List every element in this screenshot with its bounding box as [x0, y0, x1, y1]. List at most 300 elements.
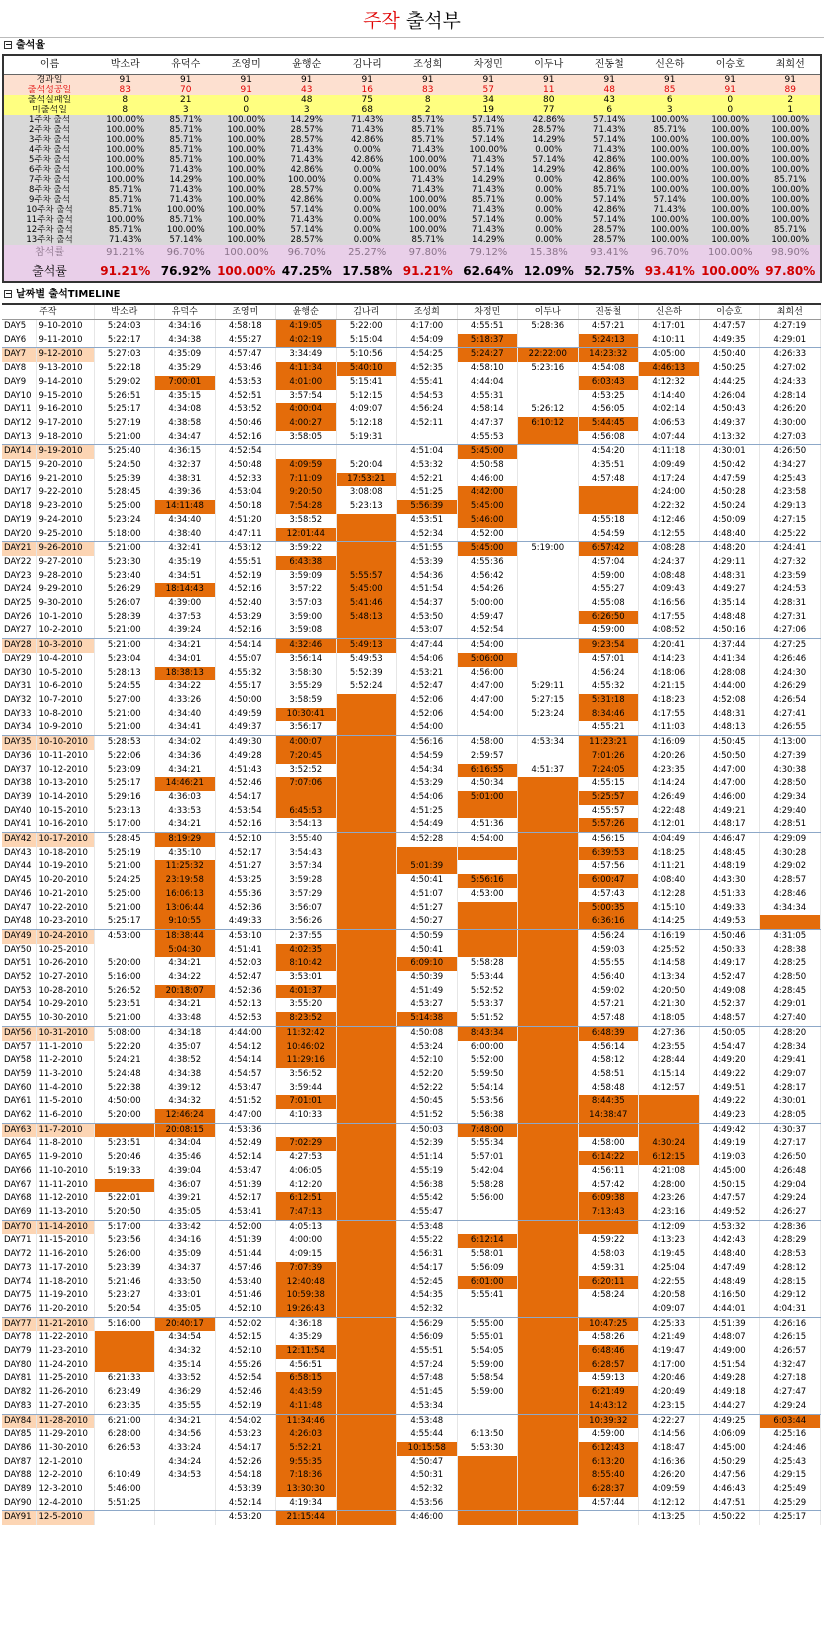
time-cell: 4:55:07 [215, 653, 276, 667]
time-cell: 4:22:32 [639, 500, 700, 514]
day-label: DAY16 [2, 473, 36, 487]
time-cell: 12:01:44 [276, 528, 337, 542]
time-cell: 5:22:06 [94, 750, 155, 764]
time-cell: 4:13:23 [639, 1234, 700, 1248]
time-cell: 4:46:47 [699, 833, 760, 847]
summary-cell: 91 [216, 75, 277, 86]
week-label: 7주차 출석 [3, 175, 95, 185]
timeline-row [2, 1165, 820, 1179]
week-cell: 100.00% [216, 135, 277, 145]
title-suffix: 출석부 [399, 10, 461, 32]
week-row [3, 115, 821, 125]
time-cell: 5:52:39 [336, 667, 397, 681]
time-cell: 4:48:57 [699, 1012, 760, 1026]
time-cell [518, 1359, 579, 1373]
time-cell: 4:27:17 [760, 1137, 821, 1151]
summary-cell: 83 [95, 85, 156, 95]
time-cell [518, 833, 579, 847]
time-cell [155, 1483, 216, 1497]
timeline-row [2, 1041, 820, 1055]
time-cell: 4:52:46 [215, 777, 276, 791]
time-cell: 6:43:38 [276, 556, 337, 570]
timeline-row [2, 680, 820, 694]
week-cell: 100.00% [216, 155, 277, 165]
time-cell: 4:52:06 [397, 708, 458, 722]
time-cell: 4:55:32 [578, 680, 639, 694]
time-cell: 4:35:07 [155, 1041, 216, 1055]
time-cell: 4:54:59 [397, 750, 458, 764]
time-cell: 4:56:05 [578, 403, 639, 417]
time-cell: 4:38:40 [155, 528, 216, 542]
time-cell: 4:55:08 [578, 597, 639, 611]
time-cell: 5:55:34 [457, 1137, 518, 1151]
section-attendance-label: 출석율 [16, 40, 45, 51]
time-cell: 4:49:23 [699, 1109, 760, 1123]
week-cell: 85.71% [458, 125, 519, 135]
time-cell: 4:52:03 [215, 957, 276, 971]
time-cell: 4:50:29 [699, 1456, 760, 1470]
time-cell: 4:51:04 [397, 445, 458, 459]
date-label: 9-19-2010 [36, 445, 94, 459]
timeline-row [2, 1095, 820, 1109]
week-cell: 100.00% [761, 145, 822, 155]
collapse-icon[interactable]: − [5, 289, 12, 298]
time-cell: 7:01:26 [578, 750, 639, 764]
time-cell: 4:55:15 [578, 777, 639, 791]
name-header: 이름 [3, 55, 95, 75]
time-cell: 5:23:27 [94, 1289, 155, 1303]
time-cell [336, 1359, 397, 1373]
time-cell: 4:57:01 [578, 653, 639, 667]
time-cell: 4:36:29 [155, 1386, 216, 1400]
summary-cell: 8 [95, 95, 156, 105]
time-cell: 4:28:25 [760, 957, 821, 971]
time-cell: 4:56:24 [578, 667, 639, 681]
week-cell: 100.00% [761, 195, 822, 205]
time-cell: 5:18:37 [457, 334, 518, 348]
time-cell [518, 1400, 579, 1414]
time-cell: 6:28:00 [94, 1428, 155, 1442]
time-cell: 4:51:20 [215, 514, 276, 528]
time-cell: 5:57:26 [578, 818, 639, 832]
date-label: 10-16-2010 [36, 818, 94, 832]
time-cell: 7:01:01 [276, 1095, 337, 1109]
time-cell: 4:28:57 [760, 874, 821, 888]
week-cell: 100.00% [640, 135, 701, 145]
time-cell: 6:21:33 [94, 1372, 155, 1386]
time-cell [336, 1497, 397, 1511]
day-label: DAY20 [2, 528, 36, 542]
timeline-row [2, 639, 820, 653]
time-cell: 4:59:00 [578, 1428, 639, 1442]
time-cell [336, 1428, 397, 1442]
time-cell: 4:20:58 [639, 1289, 700, 1303]
day-label: DAY65 [2, 1151, 36, 1165]
member-name: 박소라 [94, 304, 155, 320]
time-cell [518, 445, 579, 459]
time-cell: 8:44:35 [578, 1095, 639, 1109]
week-cell: 100.00% [156, 225, 217, 235]
member-name: 이두나 [519, 55, 580, 75]
date-label: 11-18-2010 [36, 1276, 94, 1290]
time-cell: 4:34:41 [155, 721, 216, 735]
time-cell: 4:20:26 [639, 750, 700, 764]
time-cell [518, 902, 579, 916]
time-cell: 4:48:40 [699, 1248, 760, 1262]
summary-label: 미출석일 [3, 105, 95, 115]
time-cell: 4:50:48 [215, 459, 276, 473]
timeline-row [2, 1082, 820, 1096]
time-cell: 4:49:35 [699, 334, 760, 348]
timeline-row [2, 833, 820, 847]
time-cell: 5:19:00 [518, 542, 579, 556]
time-cell: 4:35:29 [155, 362, 216, 376]
time-cell: 4:59:03 [578, 944, 639, 958]
time-cell: 4:04:31 [760, 1303, 821, 1317]
time-cell: 4:15:14 [639, 1068, 700, 1082]
time-cell: 4:29:02 [760, 860, 821, 874]
time-cell: 4:27:39 [760, 750, 821, 764]
summary-cell: 1 [761, 105, 822, 115]
week-cell: 100.00% [95, 175, 156, 185]
week-cell: 100.00% [761, 155, 822, 165]
time-cell [518, 915, 579, 929]
time-cell: 4:57:44 [578, 1497, 639, 1511]
time-cell [94, 1359, 155, 1373]
summary-cell: 91 [398, 75, 459, 86]
attendance-rate-cell: 62.64% [458, 261, 519, 282]
day-label: DAY61 [2, 1095, 36, 1109]
member-name: 조영미 [215, 304, 276, 320]
time-cell [94, 1179, 155, 1193]
time-cell: 5:27:15 [518, 694, 579, 708]
time-cell: 3:56:07 [276, 902, 337, 916]
week-cell: 0.00% [519, 225, 580, 235]
time-cell: 12:11:54 [276, 1345, 337, 1359]
week-cell: 0.00% [519, 205, 580, 215]
time-cell: 5:20:54 [94, 1303, 155, 1317]
time-cell [457, 1220, 518, 1234]
week-cell: 57.14% [579, 115, 640, 125]
time-cell: 4:12:01 [639, 818, 700, 832]
time-cell: 5:56:00 [457, 1192, 518, 1206]
time-cell: 4:50:41 [397, 874, 458, 888]
time-cell: 3:59:44 [276, 1082, 337, 1096]
week-cell: 100.00% [761, 165, 822, 175]
time-cell: 7:07:39 [276, 1262, 337, 1276]
week-cell: 100.00% [156, 205, 217, 215]
time-cell: 4:23:58 [760, 486, 821, 500]
time-cell: 4:51:52 [397, 1109, 458, 1123]
summary-cell: 75 [337, 95, 398, 105]
week-cell: 0.00% [337, 215, 398, 225]
time-cell [578, 486, 639, 500]
attendance-rate-cell: 93.41% [640, 261, 701, 282]
date-label: 11-14-2010 [36, 1220, 94, 1234]
time-cell: 4:22:48 [639, 805, 700, 819]
time-cell: 7:20:45 [276, 750, 337, 764]
time-cell: 5:52:24 [336, 680, 397, 694]
time-cell: 4:12:57 [639, 1082, 700, 1096]
day-label: DAY31 [2, 680, 36, 694]
time-cell [336, 1456, 397, 1470]
date-label: 11-2-2010 [36, 1054, 94, 1068]
date-label: 10-3-2010 [36, 639, 94, 653]
date-label: 9-27-2010 [36, 556, 94, 570]
time-cell: 10:15:58 [397, 1442, 458, 1456]
time-cell: 4:29:07 [760, 1068, 821, 1082]
time-cell: 4:51:52 [215, 1095, 276, 1109]
time-cell: 5:28:36 [518, 320, 579, 334]
day-label: DAY80 [2, 1359, 36, 1373]
time-cell [94, 1331, 155, 1345]
time-cell: 4:52:20 [397, 1068, 458, 1082]
time-cell: 4:37:44 [699, 639, 760, 653]
time-cell: 5:15:41 [336, 376, 397, 390]
timeline-row [2, 445, 820, 459]
time-cell: 5:56:16 [457, 874, 518, 888]
day-label: DAY57 [2, 1041, 36, 1055]
time-cell: 4:45:00 [699, 1165, 760, 1179]
summary-cell: 83 [398, 85, 459, 95]
time-cell: 4:52:00 [215, 1220, 276, 1234]
time-cell: 5:25:57 [578, 791, 639, 805]
time-cell: 3:59:08 [276, 624, 337, 638]
time-cell: 5:45:00 [457, 500, 518, 514]
time-cell: 4:33:53 [155, 805, 216, 819]
time-cell: 4:51:49 [397, 985, 458, 999]
collapse-icon[interactable]: − [5, 40, 12, 49]
week-cell: 71.43% [398, 185, 459, 195]
time-cell [336, 1206, 397, 1220]
timeline-row [2, 902, 820, 916]
time-cell: 4:27:53 [276, 1151, 337, 1165]
time-cell: 4:52:49 [215, 1137, 276, 1151]
date-label: 9-29-2010 [36, 583, 94, 597]
time-cell: 4:11:21 [639, 860, 700, 874]
summary-cell: 2 [398, 105, 459, 115]
time-cell: 4:56:38 [397, 1179, 458, 1193]
time-cell: 4:18:23 [639, 694, 700, 708]
time-cell [336, 764, 397, 778]
time-cell: 4:56:09 [397, 1331, 458, 1345]
time-cell: 4:20:50 [639, 985, 700, 999]
time-cell: 6:28:57 [578, 1359, 639, 1373]
date-label: 11-23-2010 [36, 1345, 94, 1359]
member-name: 차정민 [457, 304, 518, 320]
date-label: 9-15-2010 [36, 390, 94, 404]
time-cell: 6:26:50 [578, 611, 639, 625]
time-cell: 4:50:08 [397, 1026, 458, 1040]
member-name: 최희선 [761, 55, 822, 75]
section-attendance-header[interactable] [0, 38, 824, 54]
timeline-row [2, 1262, 820, 1276]
time-cell: 4:12:28 [639, 888, 700, 902]
time-cell: 4:52:19 [215, 1400, 276, 1414]
week-cell: 100.00% [640, 175, 701, 185]
time-cell: 4:23:59 [760, 570, 821, 584]
date-label: 9-21-2010 [36, 473, 94, 487]
time-cell: 3:54:13 [276, 818, 337, 832]
week-cell: 0.00% [337, 185, 398, 195]
time-cell: 4:54:17 [215, 1442, 276, 1456]
time-cell: 4:51:25 [397, 805, 458, 819]
time-cell: 4:28:17 [760, 1082, 821, 1096]
week-cell: 100.00% [700, 115, 761, 125]
time-cell: 4:53:23 [215, 1428, 276, 1442]
time-cell: 5:06:00 [457, 653, 518, 667]
time-cell: 4:58:03 [578, 1248, 639, 1262]
day-label: DAY5 [2, 320, 36, 334]
day-label: DAY78 [2, 1331, 36, 1345]
time-cell: 4:35:14 [699, 597, 760, 611]
date-label: 9-20-2010 [36, 459, 94, 473]
time-cell [518, 1220, 579, 1234]
participation-cell: 96.70% [156, 245, 217, 261]
time-cell [336, 1220, 397, 1234]
time-cell: 5:28:53 [94, 736, 155, 750]
timeline-row [2, 998, 820, 1012]
time-cell [336, 1137, 397, 1151]
time-cell: 4:52:33 [215, 473, 276, 487]
time-cell: 4:17:00 [397, 320, 458, 334]
time-cell: 4:25:16 [760, 1428, 821, 1442]
time-cell: 4:47:56 [699, 1469, 760, 1483]
day-label: DAY8 [2, 362, 36, 376]
time-cell: 4:54:06 [397, 791, 458, 805]
time-cell: 4:01:00 [276, 376, 337, 390]
week-cell: 100.00% [216, 175, 277, 185]
time-cell: 4:02:35 [276, 944, 337, 958]
time-cell: 4:52:32 [397, 1303, 458, 1317]
week-cell: 100.00% [95, 135, 156, 145]
day-label: DAY82 [2, 1386, 36, 1400]
time-cell [518, 1137, 579, 1151]
timeline-row [2, 431, 820, 445]
timeline-row [2, 777, 820, 791]
timeline-row [2, 667, 820, 681]
time-cell: 4:53:34 [518, 736, 579, 750]
time-cell: 4:51:27 [397, 902, 458, 916]
timeline-row [2, 1234, 820, 1248]
time-cell [336, 998, 397, 1012]
date-label: 10-9-2010 [36, 721, 94, 735]
week-row [3, 135, 821, 145]
week-cell: 85.71% [156, 135, 217, 145]
time-cell: 4:23:16 [639, 1206, 700, 1220]
day-label: DAY63 [2, 1123, 36, 1137]
week-cell: 100.00% [95, 155, 156, 165]
date-label: 9-12-2010 [36, 348, 94, 362]
time-cell: 4:56:51 [276, 1359, 337, 1373]
time-cell: 4:57:48 [578, 473, 639, 487]
date-label: 9-14-2010 [36, 376, 94, 390]
time-cell: 4:52:28 [397, 833, 458, 847]
time-cell: 4:54:34 [397, 764, 458, 778]
time-cell: 5:58:28 [457, 1179, 518, 1193]
summary-cell: 6 [640, 95, 701, 105]
section-timeline-header[interactable] [0, 287, 824, 303]
time-cell: 4:12:12 [639, 1497, 700, 1511]
time-cell: 4:50:18 [215, 500, 276, 514]
day-label: DAY26 [2, 611, 36, 625]
time-cell: 5:56:38 [457, 1109, 518, 1123]
week-cell: 85.71% [579, 185, 640, 195]
time-cell: 4:34:53 [155, 1469, 216, 1483]
time-cell: 8:55:40 [578, 1469, 639, 1483]
date-label: 12-4-2010 [36, 1497, 94, 1511]
time-cell: 4:50:45 [397, 1095, 458, 1109]
week-cell: 100.00% [761, 115, 822, 125]
time-cell [336, 1511, 397, 1525]
time-cell [457, 902, 518, 916]
week-label: 2주차 출석 [3, 125, 95, 135]
time-cell: 4:18:25 [639, 847, 700, 861]
time-cell: 4:56:29 [397, 1317, 458, 1331]
day-label: DAY28 [2, 639, 36, 653]
time-cell: 4:50:15 [699, 1179, 760, 1193]
time-cell: 5:25:17 [94, 777, 155, 791]
time-cell: 4:30:01 [760, 1095, 821, 1109]
time-cell [336, 445, 397, 459]
time-cell: 4:59:22 [578, 1234, 639, 1248]
week-label: 4주차 출석 [3, 145, 95, 155]
time-cell: 4:27:31 [760, 611, 821, 625]
time-cell: 4:29:24 [760, 1192, 821, 1206]
time-cell: 4:54:00 [457, 833, 518, 847]
time-cell: 4:54:08 [578, 362, 639, 376]
time-cell: 5:28:45 [94, 486, 155, 500]
time-cell: 4:51:55 [397, 542, 458, 556]
time-cell [518, 459, 579, 473]
time-cell [336, 1442, 397, 1456]
time-cell: 4:50:43 [699, 403, 760, 417]
time-cell: 5:10:56 [336, 348, 397, 362]
time-cell [518, 1234, 579, 1248]
time-cell: 4:58:26 [578, 1331, 639, 1345]
time-cell: 4:52:37 [699, 998, 760, 1012]
attendance-rate-cell: 52.75% [579, 261, 640, 282]
time-cell: 5:22:17 [94, 334, 155, 348]
day-label: DAY56 [2, 1026, 36, 1040]
time-cell [336, 915, 397, 929]
time-cell: 4:27:02 [760, 362, 821, 376]
time-cell: 4:58:14 [457, 403, 518, 417]
time-cell: 5:21:00 [94, 624, 155, 638]
time-cell: 4:51:36 [457, 818, 518, 832]
time-cell: 4:35:15 [155, 390, 216, 404]
time-cell: 5:21:00 [94, 542, 155, 556]
time-cell: 5:25:40 [94, 445, 155, 459]
date-label: 10-8-2010 [36, 708, 94, 722]
time-cell: 5:21:00 [94, 860, 155, 874]
time-cell: 4:25:17 [760, 1511, 821, 1525]
time-cell: 4:53:32 [397, 459, 458, 473]
time-cell: 4:28:51 [760, 818, 821, 832]
time-cell: 4:28:15 [760, 1276, 821, 1290]
time-cell: 4:53:54 [215, 805, 276, 819]
time-cell: 4:09:43 [639, 583, 700, 597]
summary-cell: 3 [156, 105, 217, 115]
time-cell: 4:47:49 [699, 1262, 760, 1276]
time-cell: 4:26:48 [760, 1165, 821, 1179]
time-cell: 4:47:59 [699, 473, 760, 487]
participation-label: 참석률 [3, 245, 95, 261]
time-cell: 7:11:09 [276, 473, 337, 487]
summary-cell: 91 [156, 75, 217, 86]
time-cell: 5:46:00 [457, 514, 518, 528]
week-cell: 100.00% [458, 145, 519, 155]
